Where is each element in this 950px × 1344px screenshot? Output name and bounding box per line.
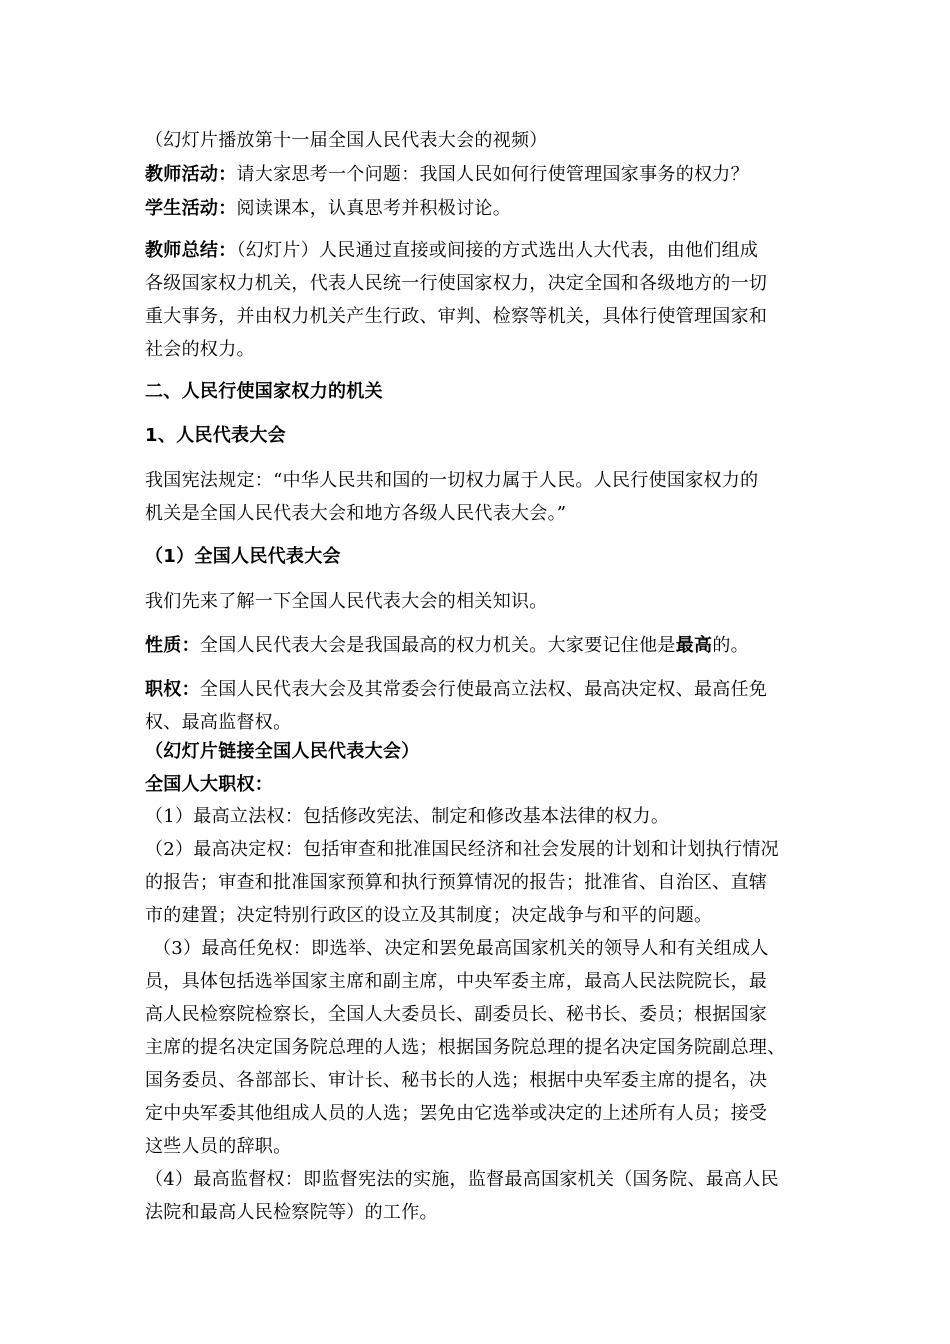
nature-emphasis: 最高 <box>675 635 713 656</box>
teacher-summary-text: （幻灯片）人民通过直接或间接的方式选出人大代表，由他们组成 <box>236 240 759 261</box>
slide-video-note: （幻灯片播放第十一届全国人民代表大会的视频） <box>145 130 548 151</box>
power-2-line-3: 市的建置；决定特别行政区的设立及其制度；决定战争与和平的问题。 <box>145 905 713 926</box>
npc-intro: 我们先来了解一下全国人民代表大会的相关知识。 <box>145 591 548 612</box>
nature-label: 性质： <box>145 635 200 656</box>
teacher-summary-line-1 <box>145 239 758 263</box>
power-3-line-1: （3）最高任免权：即选举、决定和罢免最高国家机关的领导人和有关组成人 <box>153 938 769 959</box>
nature-text: 全国人民代表大会是我国最高的权力机关。大家要记住他是 <box>199 635 676 656</box>
teacher-activity <box>145 163 749 187</box>
sub-heading-people-congress: 1、人民代表大会 <box>145 425 286 446</box>
teacher-summary-line-3: 重大事务，并由权力机关产生行政、审判、检察等机关，具体行使管理国家和 <box>145 306 768 327</box>
teacher-summary-line-2: 各级国家权力机关，代表人民统一行使国家权力，决定全国和各级地方的一切 <box>145 273 768 294</box>
power-4-line-1: （4）最高监督权：即监督宪法的实施，监督最高国家机关（国务院、最高人民 <box>145 1169 779 1190</box>
npc-powers-heading: 全国人大职权： <box>145 774 274 795</box>
power-2-line-2: 的报告；审查和批准国家预算和执行预算情况的报告；批准省、自治区、直辖 <box>145 872 768 893</box>
teacher-activity-label: 教师活动： <box>145 164 237 185</box>
powers-line-2: 权、最高监督权。 <box>145 712 292 733</box>
slide-link-note: （幻灯片链接全国人民代表大会） <box>145 741 420 762</box>
student-activity-label: 学生活动： <box>145 198 237 219</box>
power-4-line-2: 法院和最高人民检察院等）的工作。 <box>145 1202 438 1223</box>
power-2-line-1: （2）最高决定权：包括审查和批准国民经济和社会发展的计划和计划执行情况 <box>145 839 779 860</box>
student-activity <box>145 197 511 221</box>
power-3-line-4: 主席的提名决定国务院总理的人选；根据国务院总理的提名决定国务院副总理、 <box>145 1037 786 1058</box>
constitution-line-2: 机关是全国人民代表大会和地方各级人民代表大会。” <box>145 503 567 524</box>
teacher-summary-line-4: 社会的权力。 <box>145 339 255 360</box>
power-3-line-3: 高人民检察院检察长，全国人大委员长、副委员长、秘书长、委员；根据国家 <box>145 1004 768 1025</box>
npc-heading: （1）全国人民代表大会 <box>145 546 341 567</box>
power-3-line-5: 国务委员、各部部长、审计长、秘书长的人选；根据中央军委主席的提名，决 <box>145 1070 768 1091</box>
powers-label: 职权： <box>145 679 200 700</box>
student-activity-text: 阅读课本，认真思考并积极讨论。 <box>236 198 511 219</box>
power-3-line-6: 定中央军委其他组成人员的人选；罢免由它选举或决定的上述所有人员；接受 <box>145 1103 768 1124</box>
section-2-heading: 二、人民行使国家权力的机关 <box>145 381 383 402</box>
power-1-legislative: （1）最高立法权：包括修改宪法、制定和修改基本法律的权力。 <box>145 806 670 827</box>
nature-line <box>145 634 749 658</box>
nature-tail: 的。 <box>712 635 749 656</box>
teacher-activity-text: 请大家思考一个问题：我国人民如何行使管理国家事务的权力？ <box>236 164 749 185</box>
constitution-line-1: 我国宪法规定：“中华人民共和国的一切权力属于人民。人民行使国家权力的 <box>145 470 759 491</box>
power-3-line-7: 这些人员的辞职。 <box>145 1136 292 1157</box>
powers-line-1 <box>145 678 767 702</box>
powers-text: 全国人民代表大会及其常委会行使最高立法权、最高决定权、最高任免 <box>199 679 768 700</box>
teacher-summary-label: 教师总结： <box>145 240 237 261</box>
power-3-line-2: 员，具体包括选举国家主席和副主席，中央军委主席，最高人民法院院长，最 <box>145 971 768 992</box>
